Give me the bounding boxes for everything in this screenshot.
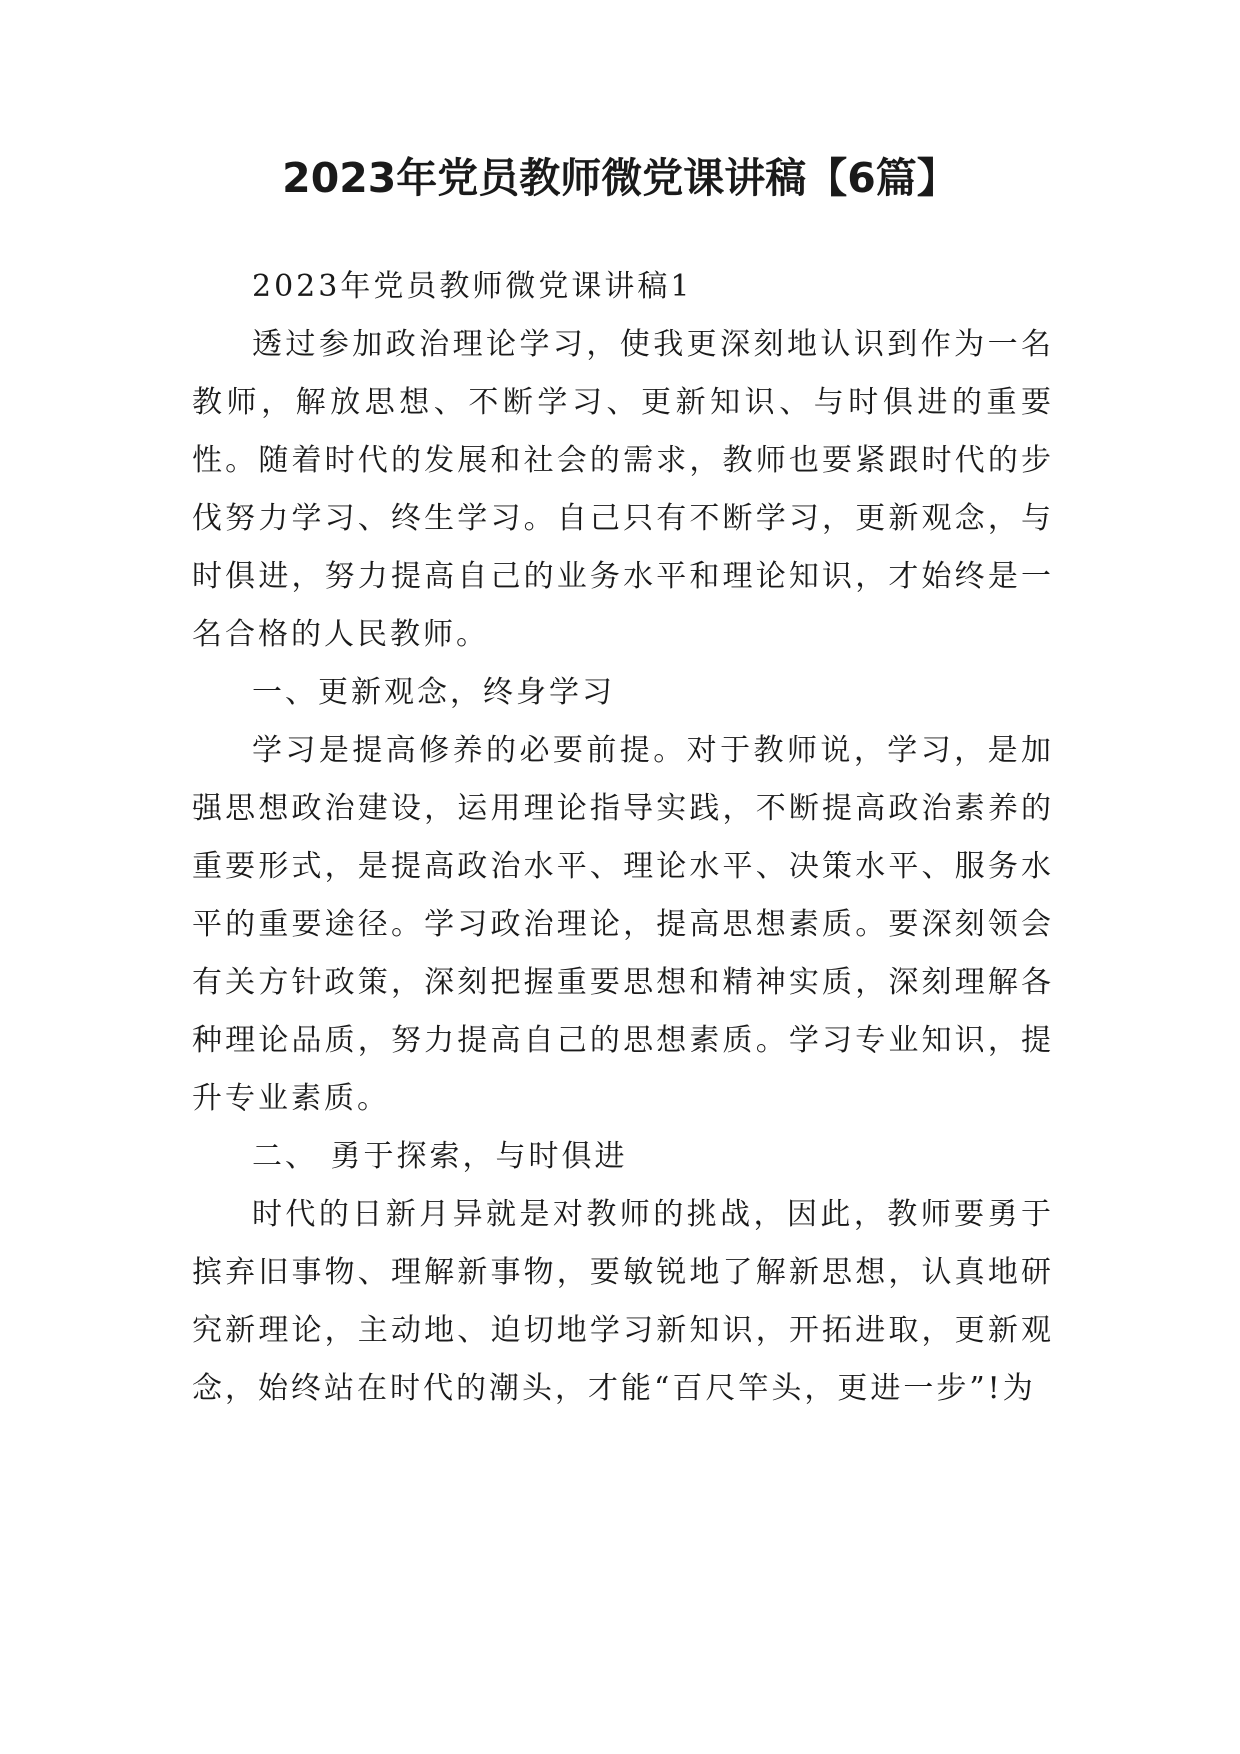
document-body [192, 258, 1054, 1418]
subsection-heading: 一、更新观念，终身学习 [252, 675, 615, 710]
section-heading: 2023年党员教师微党课讲稿1 [252, 269, 693, 304]
paragraph: 学习是提高修养的必要前提。对于教师说，学习，是加强思想政治建设，运用理论指导实践，不断提高政治素养的重要形式，是提高政治水平、理论水平、决策水平、服务水平的重要途径。学习政治理论，提高思想素质。要深刻领会有关方针政策，深刻把握重要思想和精神实质，深刻理解各种理论品质，努力提高自己的思想素质。学习专业知识，提升专业素质。 [192, 733, 1054, 1116]
subsection-heading: 二、 勇于探索，与时俱进 [252, 1139, 628, 1174]
paragraph: 透过参加政治理论学习，使我更深刻地认识到作为一名教师，解放思想、不断学习、更新知识、与时俱进的重要性。随着时代的发展和社会的需求，教师也要紧跟时代的步伐努力学习、终生学习。自己只有不断学习，更新观念，与时俱进，努力提高自己的业务水平和理论知识，才始终是一名合格的人民教师。 [192, 327, 1054, 652]
document-title: 2023年党员教师微党课讲稿【6篇】 [282, 154, 958, 202]
paragraph: 时代的日新月异就是对教师的挑战，因此，教师要勇于摈弃旧事物、理解新事物，要敏锐地了解新思想，认真地研究新理论，主动地、迫切地学习新知识，开拓进取，更新观念，始终站在时代的潮头，才能“百尺竿头，更进一步”!为 [192, 1197, 1054, 1406]
